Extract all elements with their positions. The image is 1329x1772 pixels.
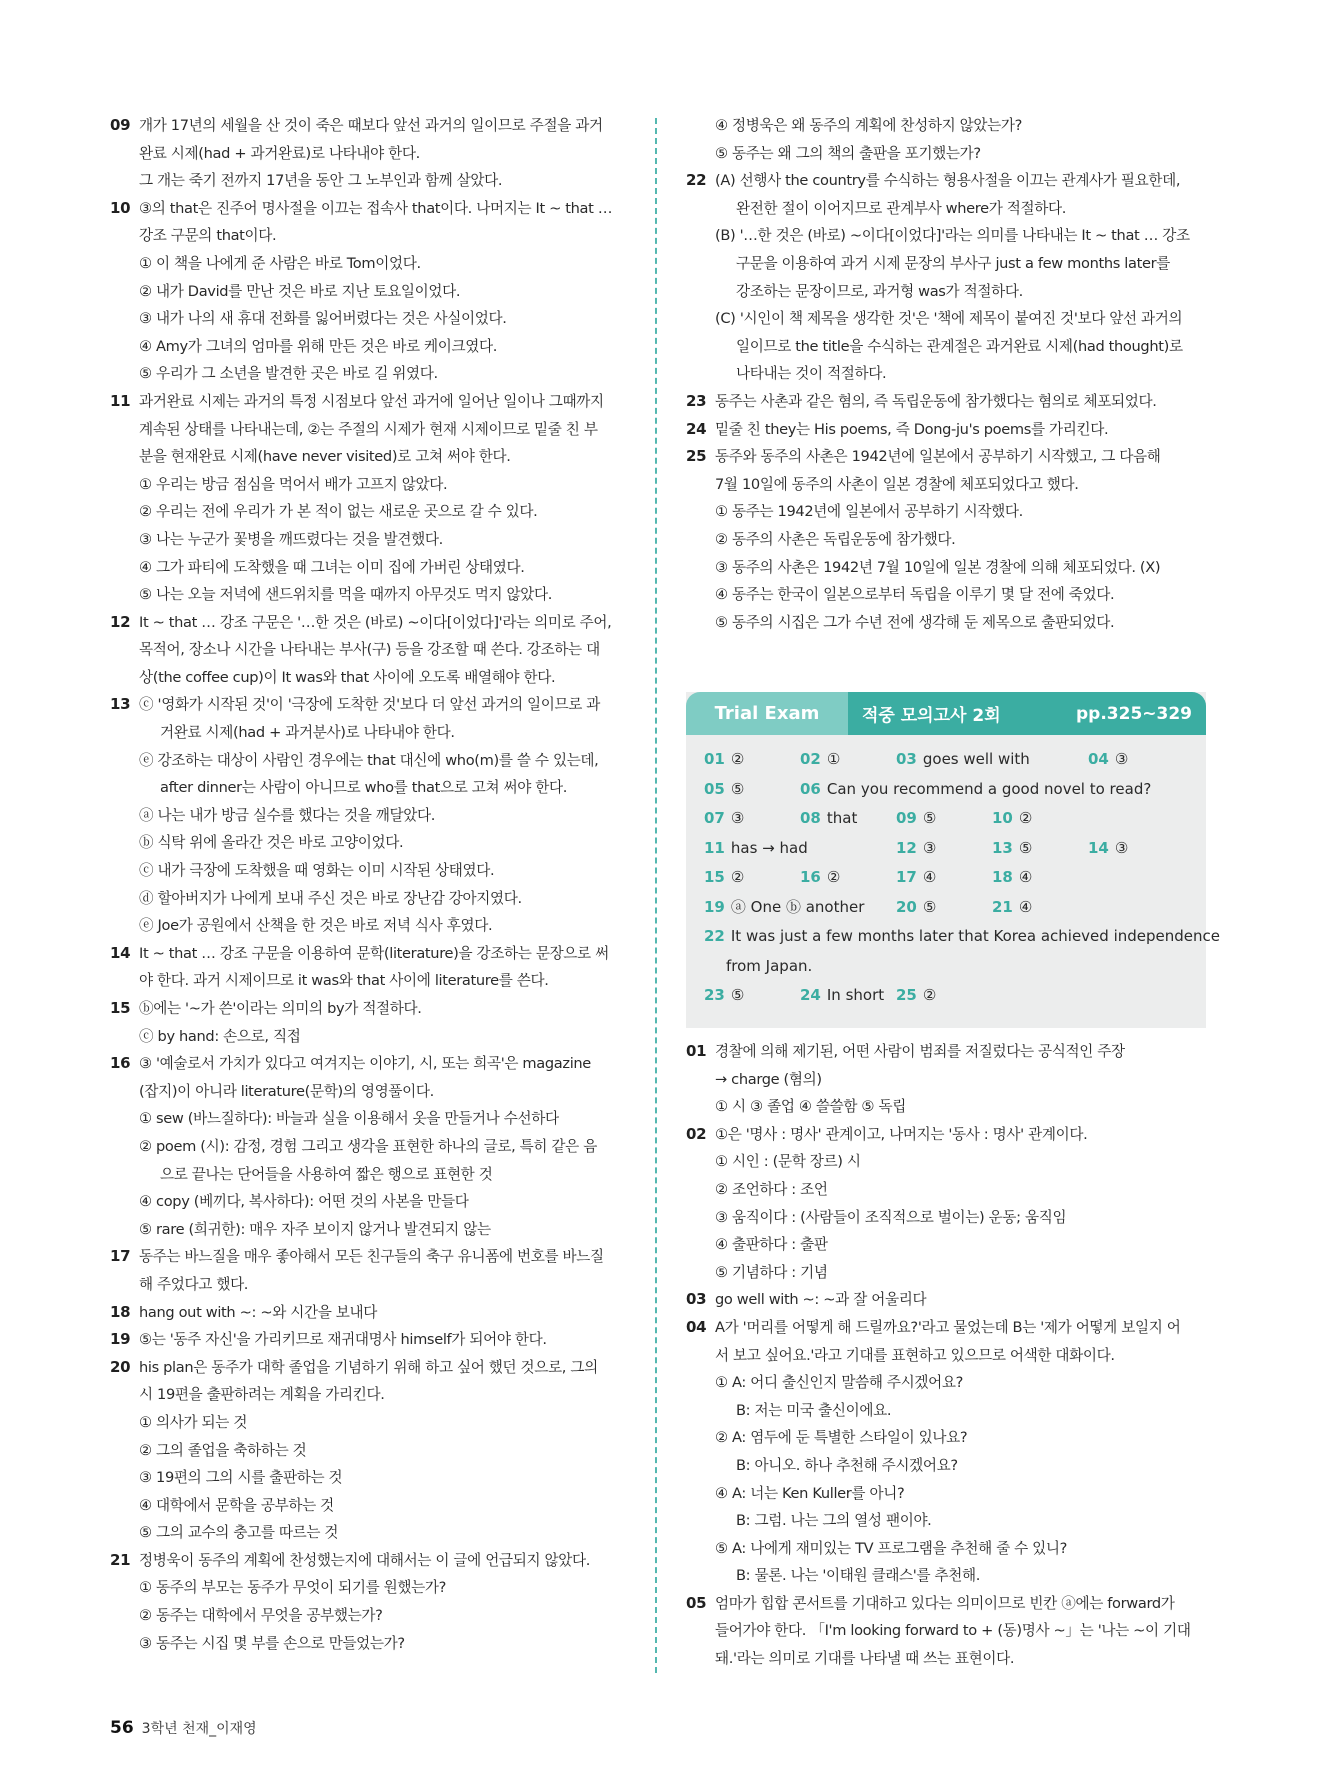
answer-cell xyxy=(704,745,744,775)
item-text: 과거완료 시제는 과거의 특정 시점보다 앞선 과거에 일어난 일이나 그때까지 xyxy=(139,392,604,410)
answer-value: ⑤ xyxy=(922,809,937,827)
text-line: ④ 정병욱은 왜 동주의 계획에 찬성하지 않았는가? xyxy=(715,117,1023,134)
answer-row xyxy=(704,745,1206,775)
answer-number: 08 xyxy=(800,809,821,827)
answer-cell xyxy=(704,922,1220,952)
answer-value: ② xyxy=(922,986,937,1004)
item-number: 05 xyxy=(686,1593,707,1612)
answer-row xyxy=(704,952,1206,982)
answer-cell xyxy=(704,981,744,1011)
explanation-item xyxy=(686,1314,1206,1342)
answer-value: Can you recommend a good novel to read? xyxy=(826,779,1152,798)
text-line: 목적어, 장소나 시간을 나타내는 부사(구) 등을 강조할 때 쓴다. 강조하는 대 xyxy=(139,641,600,659)
text-line: ① 이 책을 나에게 준 사람은 바로 Tom이었다. xyxy=(139,254,421,272)
trial-exam-pages: pp.325~329 xyxy=(1075,703,1192,724)
explanation-item xyxy=(686,1038,1206,1066)
explanation-item xyxy=(686,1590,1206,1618)
item-text: (A) 선행사 the country를 수식하는 형용사절을 이끄는 관계사가 필요한데, xyxy=(715,172,1181,190)
text-line: 분을 현재완료 시제(have never visited)로 고쳐 써야 한다. xyxy=(139,448,511,466)
item-number: 18 xyxy=(110,1302,131,1321)
answer-row xyxy=(704,981,1206,1011)
answer-cell xyxy=(704,863,744,893)
answer-number: 09 xyxy=(896,809,917,827)
answer-value: ① xyxy=(826,750,841,768)
answer-row xyxy=(704,893,1206,923)
item-number: 12 xyxy=(110,612,131,631)
text-line: ① 의사가 되는 것 xyxy=(139,1413,248,1431)
text-line: ② 동주의 사촌은 독립운동에 참가했다. xyxy=(715,530,956,548)
answer-number: 19 xyxy=(704,897,725,916)
text-line: 완료 시제(had + 과거완료)로 나타내야 한다. xyxy=(139,144,420,162)
text-line: ③ 19편의 그의 시를 출판하는 것 xyxy=(139,1469,343,1487)
answer-cell xyxy=(800,745,840,775)
text-line: ① 시 ③ 졸업 ④ 쓸쓸함 ⑤ 독립 xyxy=(715,1098,906,1116)
answer-cell xyxy=(992,804,1032,834)
footer-text: 3학년 천재_이재영 xyxy=(141,1721,257,1737)
answer-value: ④ xyxy=(1018,868,1033,886)
text-line: 그 개는 죽기 전까지 17년을 동안 그 노부인과 함께 살았다. xyxy=(139,172,503,190)
item-text: A가 '머리를 어떻게 해 드릴까요?'라고 물었는데 B는 '제가 어떻게 보일지 어 xyxy=(715,1318,1181,1336)
item-text: 밑줄 친 they는 His poems, 즉 Dong-ju's poems를 가리킨다. xyxy=(715,420,1109,438)
answer-number: 10 xyxy=(992,809,1013,827)
item-text: ③의 that은 진주어 명사절을 이끄는 접속사 that이다. 나머지는 It ~ that … xyxy=(139,199,613,217)
item-text: ③ '예술로서 가치가 있다고 여겨지는 이야기, 시, 또는 희곡'은 magazine xyxy=(139,1055,591,1073)
answer-row xyxy=(704,804,1206,834)
text-line: ③ 움직이다 : (사람들이 조직적으로 벌이는) 운동; 움직임 xyxy=(715,1208,1067,1226)
item-number: 03 xyxy=(686,1290,707,1309)
text-line: → charge (혐의) xyxy=(715,1070,822,1088)
text-line-indented: B: 그럼. 나는 그의 열성 팬이야. xyxy=(736,1512,932,1530)
answer-number: 20 xyxy=(896,897,917,916)
answer-number: 11 xyxy=(704,838,725,857)
answer-number: 13 xyxy=(992,838,1013,857)
text-line-indented: 완전한 절이 이어지므로 관계부사 where가 적절하다. xyxy=(736,199,1067,217)
answer-number: 14 xyxy=(1088,838,1109,857)
text-line: ② 내가 David를 만난 것은 바로 지난 토요일이었다. xyxy=(139,282,461,300)
text-line: 강조 구문의 that이다. xyxy=(139,227,277,245)
explanation-item xyxy=(110,1547,630,1575)
text-line-indented: 으로 끝나는 단어들을 사용하여 짧은 행으로 표현한 것 xyxy=(160,1165,493,1183)
text-line-indented: 거완료 시제(had + 과거분사)로 나타내야 한다. xyxy=(160,724,455,742)
text-line-indented: B: 아니오. 하나 추천해 주시겠어요? xyxy=(736,1456,958,1474)
trial-exam-title: 적중 모의고사 2회 xyxy=(862,706,1001,726)
text-line-indented: 구문을 이용하여 과거 시제 문장의 부사구 just a few months later를 xyxy=(736,254,1170,272)
text-line: ④ copy (베끼다, 복사하다): 어떤 것의 사본을 만들다 xyxy=(139,1193,469,1211)
item-number: 10 xyxy=(110,198,131,217)
item-text: ⑤는 '동주 자신'을 가리키므로 재귀대명사 himself가 되어야 한다. xyxy=(139,1331,547,1349)
explanation-item xyxy=(110,195,630,223)
item-text: 동주와 동주의 사촌은 1942년에 일본에서 공부하기 시작했고, 그 다음해 xyxy=(715,448,1161,466)
explanation-item xyxy=(110,112,630,140)
explanation-item xyxy=(110,388,630,416)
text-line-indented: after dinner는 사람이 아니므로 who를 that으로 고쳐 써야 한다. xyxy=(160,779,568,797)
answer-cell xyxy=(896,893,936,923)
explanation-item xyxy=(110,1354,630,1382)
text-line: 야 한다. 과거 시제이므로 it was와 that 사이에 literature를 쓴다. xyxy=(139,972,549,990)
answer-value: from Japan. xyxy=(726,956,813,975)
answer-value: ④ xyxy=(1018,897,1033,916)
answer-key xyxy=(686,735,1220,1011)
answer-cell xyxy=(800,804,857,834)
item-text: hang out with ~: ~와 시간을 보내다 xyxy=(139,1303,378,1321)
answer-value: In short xyxy=(826,986,885,1004)
text-line: ① sew (바느질하다): 바늘과 실을 이용해서 옷을 만들거나 수선하다 xyxy=(139,1110,559,1128)
explanation-item xyxy=(686,1121,1206,1149)
item-number: 01 xyxy=(686,1042,707,1060)
text-line-indented: B: 저는 미국 출신이에요. xyxy=(736,1401,892,1419)
answer-cell xyxy=(896,981,936,1011)
text-line: ② 동주는 대학에서 무엇을 공부했는가? xyxy=(139,1607,383,1625)
answer-cell xyxy=(704,834,808,864)
answer-cell xyxy=(704,952,812,982)
text-line: ⓓ 할아버지가 나에게 보내 주신 것은 바로 장난감 강아지였다. xyxy=(139,889,522,907)
text-line: ④ 동주는 한국이 일본으로부터 독립을 이루기 몇 달 전에 죽었다. xyxy=(715,586,1115,604)
answer-value: ⑤ xyxy=(730,779,745,798)
trial-exam-tab: Trial Exam xyxy=(686,692,848,735)
item-number: 15 xyxy=(110,999,131,1017)
text-line-indented: 강조하는 문장이므로, 과거형 was가 적절하다. xyxy=(736,282,1023,300)
answer-number: 15 xyxy=(704,868,725,886)
answer-value: ② xyxy=(826,868,841,886)
explanation-item xyxy=(110,995,630,1023)
text-line: 계속된 상태를 나타내는데, ②는 주절의 시제가 현재 시제이므로 밑줄 친 부 xyxy=(139,420,598,438)
text-line: 7월 10일에 동주의 사촌이 일본 경찰에 체포되었다고 했다. xyxy=(715,475,1079,493)
text-line: ① 우리는 방금 점심을 먹어서 배가 고프지 않았다. xyxy=(139,475,448,493)
answer-value: ⑤ xyxy=(730,986,745,1004)
answer-row xyxy=(704,834,1206,864)
answer-cell xyxy=(896,863,936,893)
text-line-indented: B: 물론. 나는 '이태원 클래스'를 추천해. xyxy=(736,1567,981,1585)
text-line: ⓒ by hand: 손으로, 직접 xyxy=(139,1027,301,1045)
answer-number: 07 xyxy=(704,809,725,827)
answer-value: ④ xyxy=(922,868,937,886)
item-number: 22 xyxy=(686,171,707,190)
item-text: 개가 17년의 세월을 산 것이 죽은 때보다 앞선 과거의 일이므로 주절을 과거 xyxy=(139,117,603,134)
text-line: ③ 내가 나의 새 휴대 전화를 잃어버렸다는 것은 사실이었다. xyxy=(139,310,507,328)
right-top-section xyxy=(686,112,1206,636)
answer-value: ③ xyxy=(730,809,745,827)
explanation-item xyxy=(686,1286,1206,1314)
text-line-indented: 나타내는 것이 적절하다. xyxy=(736,365,887,383)
text-line: ⑤ A: 나에게 재미있는 TV 프로그램을 추천해 줄 수 있니? xyxy=(715,1539,1068,1557)
item-number: 25 xyxy=(686,447,707,466)
answer-number: 25 xyxy=(896,986,917,1004)
answer-cell xyxy=(800,863,840,893)
trial-exam-box xyxy=(686,692,1220,1028)
answer-cell xyxy=(896,745,1030,775)
answer-value: ⑤ xyxy=(922,897,937,916)
item-text: It ~ that … 강조 구문은 '…한 것은 (바로) ~이다[이었다]'라는 의미로 주어, xyxy=(139,613,612,631)
answer-row xyxy=(704,922,1220,952)
answer-number: 02 xyxy=(800,750,821,768)
answer-number: 17 xyxy=(896,868,917,886)
explanation-item xyxy=(110,1299,630,1327)
text-line: ⓔ 강조하는 대상이 사람인 경우에는 that 대신에 who(m)를 쓸 수 있는데, xyxy=(139,751,599,769)
text-line: ⓔ Joe가 공원에서 산책을 한 것은 바로 저녁 식사 후였다. xyxy=(139,917,493,935)
text-line: ① A: 어디 출신인지 말씀해 주시겠어요? xyxy=(715,1374,963,1392)
answer-cell xyxy=(896,834,936,864)
item-text: It ~ that … 강조 구문을 이용하여 문학(literature)을 강조하는 문장으로 써 xyxy=(139,944,609,962)
text-line: ④ 그가 파티에 도착했을 때 그녀는 이미 집에 가버린 상태였다. xyxy=(139,558,525,576)
item-number: 14 xyxy=(110,943,131,962)
text-line: ③ 동주는 시집 몇 부를 손으로 만들었는가? xyxy=(139,1634,405,1652)
answer-number: 22 xyxy=(704,927,725,945)
answer-cell xyxy=(1088,834,1128,864)
answer-number: 21 xyxy=(992,897,1013,916)
text-line: ② A: 염두에 둔 특별한 스타일이 있나요? xyxy=(715,1429,968,1447)
text-line: 들어가야 한다. 「I'm looking forward to + (동)명사 ~」는 '나는 ~이 기대 xyxy=(715,1622,1191,1640)
text-line: ④ Amy가 그녀의 엄마를 위해 만든 것은 바로 케이크였다. xyxy=(139,337,498,355)
text-line-indented: 일이므로 the title을 수식하는 관계절은 과거완료 시제(had thought)로 xyxy=(736,337,1183,355)
answer-number: 12 xyxy=(896,838,917,857)
answer-row xyxy=(704,775,1206,805)
column-divider xyxy=(655,118,657,1673)
item-text: 경찰에 의해 제기된, 어떤 사람이 범죄를 저질렀다는 공식적인 주장 xyxy=(715,1043,1125,1060)
text-line: ⓒ 내가 극장에 도착했을 때 영화는 이미 시작된 상태였다. xyxy=(139,862,495,880)
answer-number: 24 xyxy=(800,986,821,1004)
item-text: go well with ~: ~과 잘 어울리다 xyxy=(715,1291,927,1309)
text-line: ④ 대학에서 문학을 공부하는 것 xyxy=(139,1496,334,1514)
answer-number: 05 xyxy=(704,779,725,798)
text-line: 시 19편을 출판하려는 계획을 가리킨다. xyxy=(139,1386,385,1404)
answer-cell xyxy=(800,775,1151,805)
answer-value: It was just a few months later that Korea achieved independence xyxy=(730,927,1220,945)
text-line: ④ A: 너는 Ken Kuller를 아니? xyxy=(715,1484,905,1502)
text-line: ② poem (시): 감정, 경험 그리고 생각을 표현한 하나의 글로, 특히 같은 음 xyxy=(139,1137,597,1155)
item-number: 17 xyxy=(110,1247,131,1266)
answer-value: ② xyxy=(730,868,745,886)
answer-number: 03 xyxy=(896,750,917,768)
trial-exam-title-bar xyxy=(848,692,1206,735)
answer-value: ③ xyxy=(922,838,937,857)
explanation-item xyxy=(110,691,630,719)
item-text: ⓒ '영화가 시작된 것'이 '극장에 도착한 것'보다 더 앞선 과거의 일이므로 과 xyxy=(139,696,601,714)
answer-cell xyxy=(992,834,1032,864)
text-line: (B) '…한 것은 (바로) ~이다[이었다]'라는 의미를 나타내는 It ~ that … 강조 xyxy=(715,227,1190,245)
explanation-item xyxy=(110,1243,630,1271)
answer-number: 06 xyxy=(800,779,821,798)
answer-cell xyxy=(704,804,744,834)
text-line: ⑤ 그의 교수의 충고를 따르는 것 xyxy=(139,1524,339,1542)
text-line: ⑤ 기념하다 : 기념 xyxy=(715,1263,828,1281)
explanation-item xyxy=(686,443,1206,471)
answer-value: has → had xyxy=(730,838,808,857)
text-line: 상(the coffee cup)이 It was와 that 사이에 오도록 배열해야 한다. xyxy=(139,668,556,686)
answer-cell xyxy=(800,981,884,1011)
item-number: 02 xyxy=(686,1124,707,1143)
left-column xyxy=(110,112,630,1657)
answer-value: ② xyxy=(1018,809,1033,827)
item-number: 11 xyxy=(110,391,131,410)
right-bottom-section xyxy=(686,1038,1206,1673)
answer-value: ③ xyxy=(1114,750,1129,768)
text-line: ④ 출판하다 : 출판 xyxy=(715,1236,828,1254)
text-line: (C) '시인이 책 제목을 생각한 것'은 '책에 제목이 붙여진 것'보다 앞선 과거의 xyxy=(715,310,1183,328)
page-number: 56 xyxy=(110,1718,134,1738)
text-line: ⑤ rare (희귀한): 매우 자주 보이지 않거나 발견되지 않는 xyxy=(139,1220,491,1238)
page-footer xyxy=(110,1718,257,1738)
explanation-item xyxy=(110,1050,630,1078)
text-line: ③ 나는 누군가 꽃병을 깨뜨렸다는 것을 발견했다. xyxy=(139,530,443,548)
text-line: 해 주었다고 했다. xyxy=(139,1275,249,1293)
text-line: ① 동주는 1942년에 일본에서 공부하기 시작했다. xyxy=(715,503,1023,521)
item-text: 동주는 사촌과 같은 혐의, 즉 독립운동에 참가했다는 혐의로 체포되었다. xyxy=(715,392,1157,410)
item-number: 20 xyxy=(110,1357,131,1376)
explanation-item xyxy=(686,416,1206,444)
text-line: 돼.'라는 의미로 기대를 나타낼 때 쓰는 표현이다. xyxy=(715,1650,1015,1668)
answer-cell xyxy=(1088,745,1128,775)
answer-value: ⑤ xyxy=(1018,838,1033,857)
trial-exam-header xyxy=(686,692,1206,735)
item-number: 19 xyxy=(110,1330,131,1349)
text-line: ⑤ 동주는 왜 그의 책의 출판을 포기했는가? xyxy=(715,144,981,162)
answer-value: goes well with xyxy=(922,750,1030,768)
item-text: ①은 '명사 : 명사' 관계이고, 나머지는 '동사 : 명사' 관계이다. xyxy=(715,1125,1088,1143)
item-number: 24 xyxy=(686,419,707,438)
text-line: ③ 동주의 사촌은 1942년 7월 10일에 일본 경찰에 의해 체포되었다. (X) xyxy=(715,558,1161,576)
item-number: 09 xyxy=(110,116,131,134)
answer-cell xyxy=(896,804,936,834)
text-line: ② 그의 졸업을 축하하는 것 xyxy=(139,1441,307,1459)
answer-value: ② xyxy=(730,750,745,768)
item-number: 23 xyxy=(686,391,707,410)
answer-cell xyxy=(704,893,864,923)
item-text: 정병욱이 동주의 계획에 찬성했는지에 대해서는 이 글에 언급되지 않았다. xyxy=(139,1551,591,1569)
item-number: 04 xyxy=(686,1317,707,1336)
text-line: ① 시인 : (문학 장르) 시 xyxy=(715,1153,861,1171)
text-line: ② 조언하다 : 조언 xyxy=(715,1180,828,1198)
right-column xyxy=(686,112,1206,636)
text-line: (잡지)이 아니라 literature(문학)의 영영풀이다. xyxy=(139,1082,434,1100)
answer-number: 23 xyxy=(704,986,725,1004)
text-line: ⑤ 우리가 그 소년을 발견한 곳은 바로 길 위였다. xyxy=(139,365,438,383)
explanation-item xyxy=(686,388,1206,416)
answer-value: ⓐ One ⓑ another xyxy=(730,897,865,916)
answer-number: 18 xyxy=(992,868,1013,886)
answer-value: ③ xyxy=(1114,838,1129,857)
explanation-item xyxy=(110,1326,630,1354)
explanation-item xyxy=(110,609,630,637)
item-number: 16 xyxy=(110,1054,131,1073)
item-text: his plan은 동주가 대학 졸업을 기념하기 위해 하고 싶어 했던 것으로, 그의 xyxy=(139,1358,598,1376)
text-line: 서 보고 싶어요.'라고 기대를 표현하고 있으므로 어색한 대화이다. xyxy=(715,1346,1115,1364)
item-text: 엄마가 힙합 콘서트를 기대하고 있다는 의미이므로 빈칸 ⓐ에는 forward가 xyxy=(715,1594,1175,1612)
answer-cell xyxy=(704,775,744,805)
answer-cell xyxy=(992,863,1032,893)
item-number: 13 xyxy=(110,695,131,714)
text-line: ⑤ 동주의 시집은 그가 수년 전에 생각해 둔 제목으로 출판되었다. xyxy=(715,613,1115,631)
item-number: 21 xyxy=(110,1550,131,1569)
answer-row xyxy=(704,863,1206,893)
answer-cell xyxy=(992,893,1032,923)
answer-value: that xyxy=(826,809,858,827)
item-text: 동주는 바느질을 매우 좋아해서 모든 친구들의 축구 유니폼에 번호를 바느질 xyxy=(139,1248,604,1266)
text-line: ⑤ 나는 오늘 저녁에 샌드위치를 먹을 때까지 아무것도 먹지 않았다. xyxy=(139,586,553,604)
answer-number: 16 xyxy=(800,868,821,886)
text-line: ⓐ 나는 내가 방금 실수를 했다는 것을 깨달았다. xyxy=(139,806,436,824)
text-line: ⓑ 식탁 위에 올라간 것은 바로 고양이었다. xyxy=(139,834,404,852)
item-text: ⓑ에는 '~가 쓴'이라는 의미의 by가 적절하다. xyxy=(139,1000,422,1017)
text-line: ② 우리는 전에 우리가 가 본 적이 없는 새로운 곳으로 갈 수 있다. xyxy=(139,503,538,521)
answer-number: 04 xyxy=(1088,750,1109,768)
answer-number: 01 xyxy=(704,750,725,768)
explanation-item xyxy=(110,940,630,968)
explanation-item xyxy=(686,167,1206,195)
text-line: ① 동주의 부모는 동주가 무엇이 되기를 원했는가? xyxy=(139,1579,447,1597)
